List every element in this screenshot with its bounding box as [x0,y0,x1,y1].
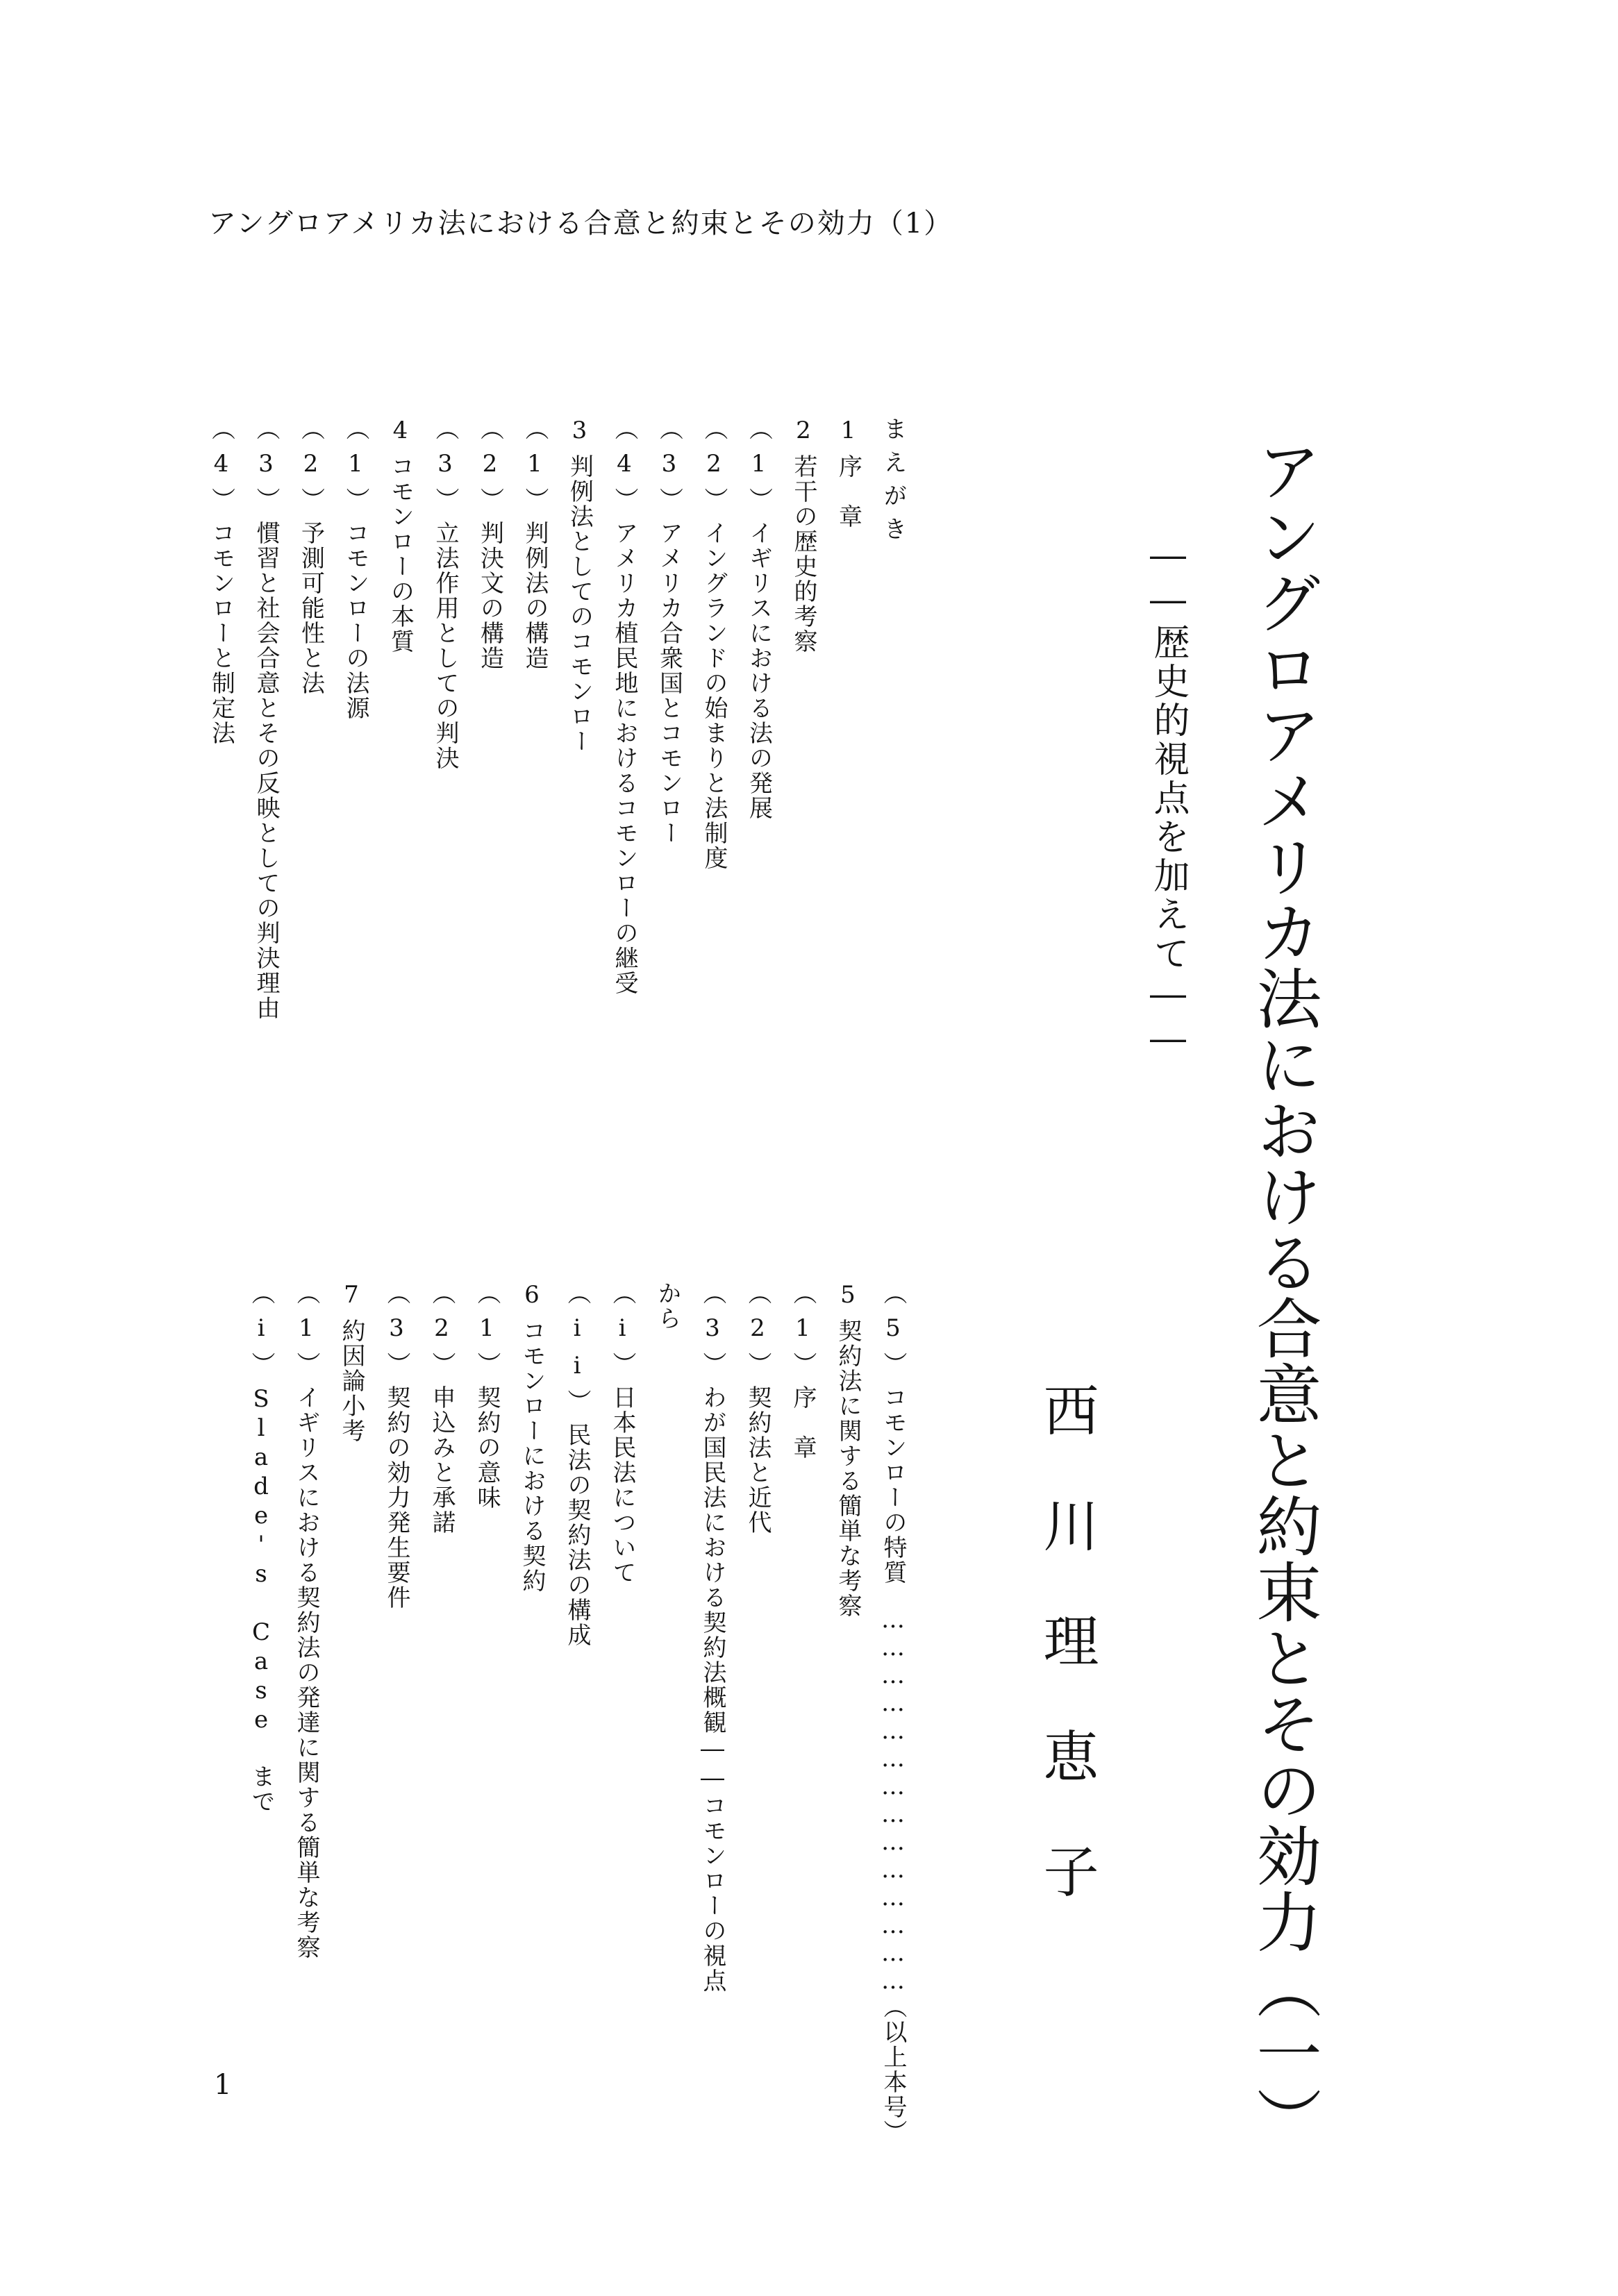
running-header: アングロアメリカ法における合意と約束とその効力（1） [208,208,953,240]
toc-entry [563,417,597,754]
toc-entry [651,1281,685,1331]
toc-entry-title: 予測可能性と法 [297,521,325,696]
toc-entry-number: 7 [337,1281,365,1318]
toc-entry-title: アメリカ合衆国とコモンロー [655,521,683,846]
toc-entry [470,1281,504,1510]
toc-entry-number: （4） [610,417,638,521]
toc-entry [384,417,418,654]
toc-entry-number: （5） [879,1281,907,1385]
toc-entry-title: 契約法と近代 [744,1385,772,1535]
toc-entry-number: 1 [834,417,862,454]
toc-entry-title: コモンローの法源 [342,521,369,721]
toc-entry-number: （3） [383,1281,410,1385]
toc-entry-title: 立法作用としての判決 [431,521,459,771]
toc-entry-number: 5 [834,1281,862,1318]
toc-entry [205,417,239,746]
toc-entry [515,1281,549,1593]
toc-entry-number: （2） [476,417,504,521]
toc-entry [428,417,462,771]
toc-entry [696,1281,730,1993]
author-name: 西川理恵子 [1034,1382,1099,1958]
toc-entry-number: （2） [700,417,728,521]
toc-entry [335,1281,369,1443]
toc-entry-title: コモンローにおける契約 [518,1318,546,1593]
toc-entry-number: （1） [342,417,369,521]
toc-entry-title: 判例法の構造 [521,521,549,671]
toc-entry-number: （3） [431,417,459,521]
toc-entry-title: 契約の効力発生要件 [383,1385,410,1610]
toc-entry [244,1281,278,1814]
toc-entry [294,417,328,696]
toc-entry-title: 申込みと承諾 [428,1385,456,1535]
toc-entry-title: 日本民法について [608,1385,636,1585]
toc-entry [786,1281,820,1460]
toc-entry-number: 3 [565,417,594,454]
toc-entry [380,1281,414,1610]
toc-entry-number: （3） [655,417,683,521]
toc-entry [339,417,373,721]
toc-entry [653,417,687,846]
toc-entry-title: Slade's Case まで [247,1385,275,1814]
page-number: 1 [214,2069,232,2101]
article-subtitle: ――歴史的視点を加えて―― [1147,535,1189,1062]
toc-entry-title: 若干の歴史的考察 [790,454,817,654]
toc-entry-title: わが国民法における契約法概観――コモンローの視点 [699,1385,726,1993]
toc-entry [249,417,283,1021]
toc-entry-number: （ii） [563,1281,591,1423]
toc-entry-title: アメリカ植民地におけるコモンローの継受 [610,521,638,996]
toc-entry-number: （1） [521,417,549,521]
toc-entry-number: まえがき [879,417,907,550]
toc-entry [290,1281,324,1960]
toc-entry-number: （3） [252,417,280,521]
toc-entry [832,417,866,529]
toc-entry-number: （1） [473,1281,501,1385]
toc-entry [425,1281,459,1535]
toc-entry-title: コモンローと制定法 [207,521,235,746]
toc-entry [876,1281,910,2145]
toc-entry [474,417,508,671]
toc-entry [876,417,910,550]
toc-entry-title: コモンローの特質 [879,1385,907,1585]
toc-entry-number: （2） [297,417,325,521]
toc-entry [741,1281,775,1535]
toc-entry-number: （i） [608,1281,636,1385]
toc-entry-title: コモンローの本質 [386,454,415,654]
toc-entry [831,1281,865,1618]
toc-entry-title: イギリスにおける契約法の発達に関する簡単な考察 [292,1385,320,1960]
toc-entry-number: 6 [518,1281,546,1318]
toc-entry-title: 契約法に関する簡単な考察 [834,1318,862,1618]
toc-entry-title: 序 章 [789,1385,817,1460]
toc-entry [560,1281,594,1648]
toc-entry-title: 判決文の構造 [476,521,504,671]
toc-entry [787,417,821,654]
article-title: アングロアメリカ法における合意と約束とその効力（一） [1245,437,1321,2152]
toc-entry [606,1281,640,1585]
toc-dot-leader: …………………………………… [879,1606,907,1995]
toc-entry-title: イギリスにおける法の発展 [744,521,773,821]
toc-entry [518,417,552,671]
toc-entry-number: 2 [790,417,817,454]
toc-entry-title: 序 章 [834,454,862,529]
toc-entry-title: イングランドの始まりと法制度 [700,521,728,871]
toc-entry-title: 判例法としてのコモンロー [565,454,594,754]
toc-entry-number: （3） [699,1281,726,1385]
toc-entry-number: 4 [386,417,415,454]
toc-entry-number: （i） [247,1281,275,1385]
toc-entry-number: （2） [428,1281,456,1385]
toc-entry-title: 民法の契約法の構成 [563,1423,591,1648]
toc-entry-number: （1） [744,417,773,521]
toc-entry-title: 契約の意味 [473,1385,501,1510]
toc-entry-number: （2） [744,1281,772,1385]
toc-entry-number: （1） [292,1281,320,1385]
toc-entry-title: 慣習と社会合意とその反映としての判決理由 [252,521,280,1021]
toc-entry [608,417,642,996]
toc-entry-note: （以上本号） [879,1995,907,2145]
toc-entry [697,417,731,871]
toc-entry-number: （4） [207,417,235,521]
toc-entry-number: （1） [789,1281,817,1385]
toc-entry-title: 約因論小考 [337,1318,365,1443]
toc-entry [742,417,776,821]
toc-entry-title: から [653,1281,681,1331]
